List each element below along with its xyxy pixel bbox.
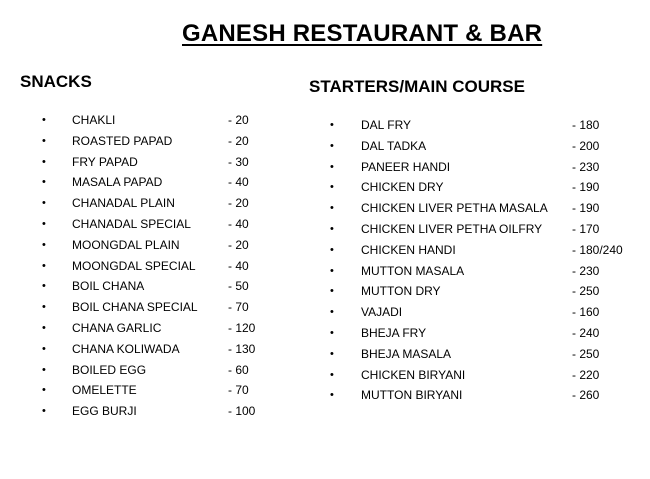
menu-item-price: - 130 (228, 341, 256, 356)
menu-item-name: CHICKEN HANDI (361, 242, 456, 257)
menu-item-name: CHICKEN LIVER PETHA OILFRY (361, 221, 543, 236)
menu-item-price: - 60 (228, 362, 249, 377)
bullet-icon: • (330, 326, 334, 339)
menu-item-price: - 120 (228, 320, 256, 335)
bullet-icon: • (330, 347, 334, 360)
starters-list (330, 117, 640, 408)
menu-item-name: BHEJA MASALA (361, 346, 452, 361)
menu-item-name: CHANADAL SPECIAL (72, 216, 191, 231)
bullet-icon: • (42, 384, 46, 397)
menu-item (330, 263, 640, 284)
bullet-icon: • (330, 306, 334, 319)
menu-item (330, 221, 640, 242)
bullet-icon: • (330, 181, 334, 194)
menu-item-price: - 240 (572, 325, 600, 340)
restaurant-title: GANESH RESTAURANT & BAR (182, 20, 543, 47)
menu-item-name: DAL TADKA (361, 138, 427, 153)
menu-item (42, 320, 282, 341)
menu-item-price: - 20 (228, 196, 249, 211)
menu-item-name: MOONGDAL SPECIAL (72, 258, 196, 273)
menu-item (42, 299, 282, 320)
menu-item-name: BOIL CHANA (72, 279, 145, 294)
menu-item (330, 242, 640, 263)
menu-item-name: MOONGDAL PLAIN (72, 237, 180, 252)
menu-item-name: CHICKEN DRY (361, 180, 444, 195)
menu-item-name: MUTTON BIRYANI (361, 388, 463, 403)
bullet-icon: • (42, 155, 46, 168)
menu-item (42, 133, 282, 154)
menu-item (42, 237, 282, 258)
bullet-icon: • (42, 321, 46, 334)
menu-item-price: - 160 (572, 305, 600, 320)
bullet-icon: • (330, 285, 334, 298)
menu-item (330, 179, 640, 200)
snacks-list (42, 112, 282, 424)
menu-item-price: - 100 (228, 404, 256, 419)
menu-item-price: - 180 (572, 118, 600, 132)
bullet-icon: • (42, 238, 46, 251)
menu-item-price: - 250 (572, 284, 600, 299)
menu-item-name: BHEJA FRY (361, 325, 427, 340)
menu-item-price: - 70 (228, 383, 249, 398)
bullet-icon: • (42, 342, 46, 355)
menu-item-name: MUTTON MASALA (361, 263, 465, 278)
menu-item-price: - 190 (572, 180, 600, 195)
bullet-icon: • (330, 264, 334, 277)
bullet-icon: • (42, 280, 46, 293)
bullet-icon: • (42, 197, 46, 210)
menu-item-name: ROASTED PAPAD (72, 133, 173, 148)
menu-item-name: DAL FRY (361, 118, 412, 132)
menu-item-name: BOILED EGG (72, 362, 147, 377)
menu-item-price: - 230 (572, 159, 600, 174)
menu-item-price: - 70 (228, 300, 249, 315)
bullet-icon: • (42, 176, 46, 189)
menu-item-price: - 180/240 (572, 242, 623, 257)
bullet-icon: • (42, 301, 46, 314)
bullet-icon: • (330, 202, 334, 215)
menu-item (42, 382, 282, 403)
bullet-icon: • (330, 139, 334, 152)
snacks-heading: SNACKS (20, 72, 92, 91)
menu-item (330, 387, 640, 408)
starters-heading: STARTERS/MAIN COURSE (309, 77, 525, 96)
menu-item-name: CHICKEN BIRYANI (361, 367, 466, 382)
bullet-icon: • (330, 389, 334, 402)
menu-item-name: VAJADI (361, 305, 403, 320)
menu-item (42, 341, 282, 362)
bullet-icon: • (42, 405, 46, 418)
menu-item (330, 304, 640, 325)
menu-item-price: - 40 (228, 258, 249, 273)
menu-item-name: MASALA PAPAD (72, 175, 163, 190)
menu-item-price: - 40 (228, 216, 249, 231)
bullet-icon: • (330, 222, 334, 235)
menu-item-name: PANEER HANDI (361, 159, 451, 174)
menu-item-price: - 200 (572, 138, 600, 153)
bullet-icon: • (330, 243, 334, 256)
menu-item (330, 138, 640, 159)
menu-item-name: EGG BURJI (72, 404, 137, 419)
menu-item-price: - 220 (572, 367, 600, 382)
bullet-icon: • (42, 114, 46, 126)
menu-item-name: CHANA KOLIWADA (72, 341, 180, 356)
menu-item (42, 362, 282, 383)
menu-item (330, 159, 640, 180)
menu-item (42, 216, 282, 237)
menu-item-name: OMELETTE (72, 383, 137, 398)
menu-item (330, 117, 640, 138)
bullet-icon: • (42, 363, 46, 376)
menu-item (42, 112, 282, 133)
menu-item-name: CHANA GARLIC (72, 320, 162, 335)
menu-item (42, 154, 282, 175)
menu-item (42, 195, 282, 216)
bullet-icon: • (42, 134, 46, 147)
bullet-icon: • (330, 368, 334, 381)
menu-item (42, 403, 282, 424)
menu-item-name: BOIL CHANA SPECIAL (72, 300, 198, 315)
menu-item (42, 174, 282, 195)
menu-item-price: - 230 (572, 263, 600, 278)
menu-item (330, 367, 640, 388)
menu-item-price: - 50 (228, 279, 249, 294)
menu-item-price: - 190 (572, 201, 600, 216)
bullet-icon: • (42, 217, 46, 230)
menu-item (330, 346, 640, 367)
menu-item (330, 325, 640, 346)
menu-item-name: MUTTON DRY (361, 284, 441, 299)
menu-item-price: - 20 (228, 133, 249, 148)
menu-item-price: - 30 (228, 154, 249, 169)
menu-item-name: CHANADAL PLAIN (72, 196, 175, 211)
menu-item-price: - 260 (572, 388, 600, 403)
menu-item-price: - 250 (572, 346, 600, 361)
bullet-icon: • (42, 259, 46, 272)
menu-item (330, 283, 640, 304)
menu-item-price: - 170 (572, 221, 600, 236)
menu-item (330, 200, 640, 221)
menu-item-price: - 20 (228, 237, 249, 252)
bullet-icon: • (330, 160, 334, 173)
menu-item (42, 258, 282, 279)
menu-item-name: FRY PAPAD (72, 154, 138, 169)
bullet-icon: • (330, 119, 334, 131)
menu-item-price: - 40 (228, 175, 249, 190)
menu-item-price: - 20 (228, 113, 249, 127)
menu-item-name: CHICKEN LIVER PETHA MASALA (361, 201, 548, 216)
menu-item (42, 278, 282, 299)
menu-item-name: CHAKLI (72, 113, 116, 127)
